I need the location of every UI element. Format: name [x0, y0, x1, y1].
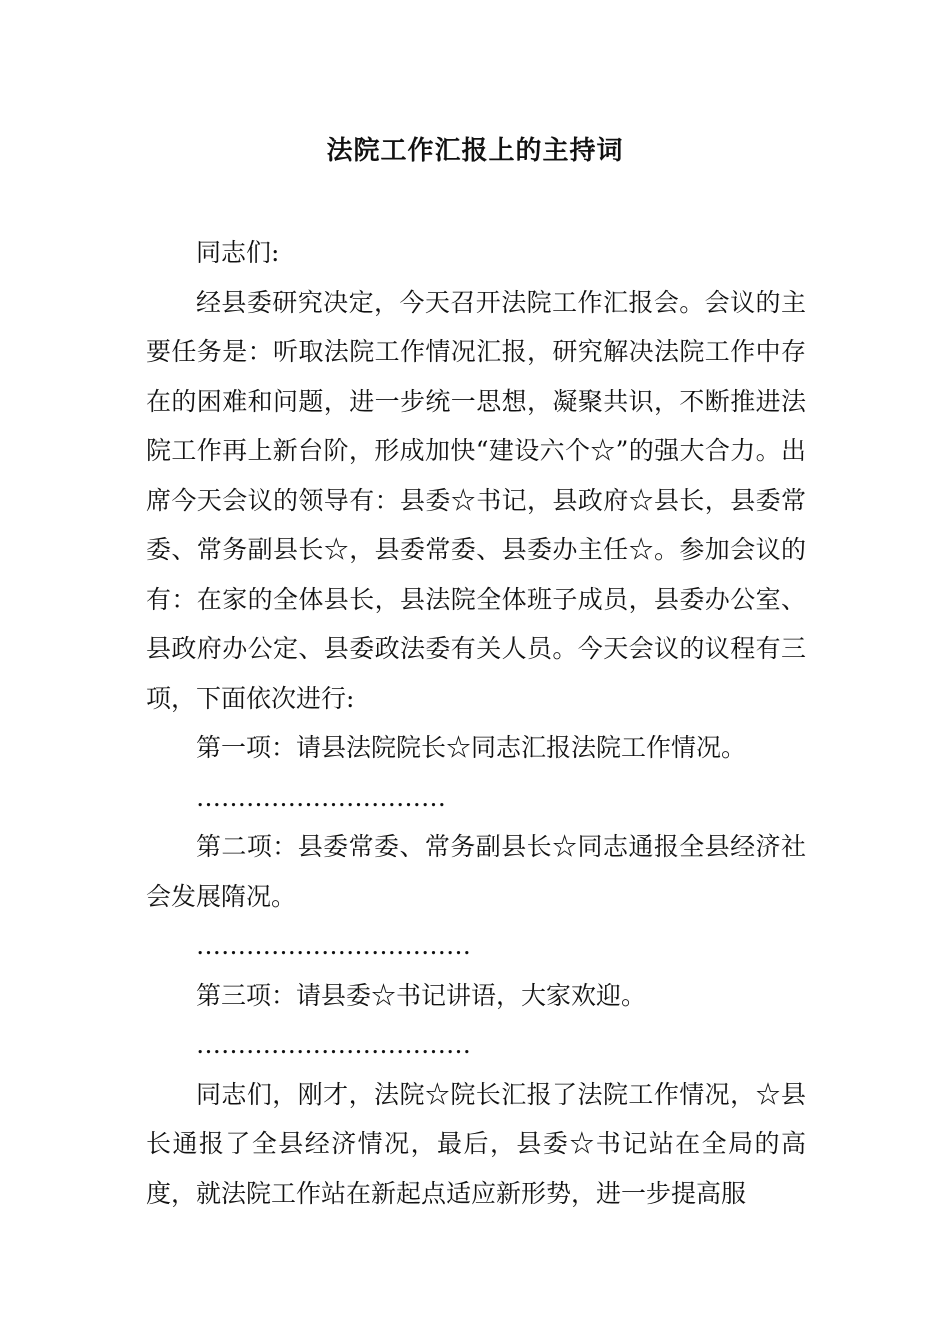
agenda-item-2: 第二项：县委常委、常务副县长☆同志通报全县经济社会发展隋况。 — [146, 832, 806, 911]
ellipsis-line-3: …………………………… — [196, 1030, 471, 1059]
closing-paragraph: 同志们，刚才，法院☆院长汇报了法院工作情况，☆县长通报了全县经济情况，最后，县委☆书记站在全局的高度，就法院工作站在新起点适应新形势，进一步提高服 — [146, 1079, 806, 1208]
ellipsis-line-2: …………………………… — [196, 931, 471, 960]
document-body — [146, 228, 806, 1218]
agenda-item-3: 第三项：请县委☆书记讲语，大家欢迎。 — [196, 980, 647, 1010]
salutation-paragraph: 同志们: — [196, 238, 280, 267]
intro-paragraph: 经县委研究决定，今天召开法院工作汇报会。会议的主要任务是：听取法院工作情况汇报，研究解决法院工作中存在的困难和问题，进一步统一思想，凝聚共识，不断推进法院工作再上新台阶，形成加快“建设六个☆”的强大合力。出席今天会议的领导有：县委☆书记，县政府☆县长，县委常委、常务副县长☆，县委常委、县委办主任☆。参加会议的有：在家的全体县长，县法院全体班子成员，县委办公室、县政府办公定、县委政法委有关人员。今天会议的议程有三项，下面依次进行: — [146, 287, 806, 713]
agenda-item-1: 第一项：请县法院院长☆同志汇报法院工作情况。 — [196, 733, 747, 762]
ellipsis-line-1: ………………………… — [196, 782, 446, 812]
document-title: 法院工作汇报上的主持词 — [326, 136, 624, 166]
